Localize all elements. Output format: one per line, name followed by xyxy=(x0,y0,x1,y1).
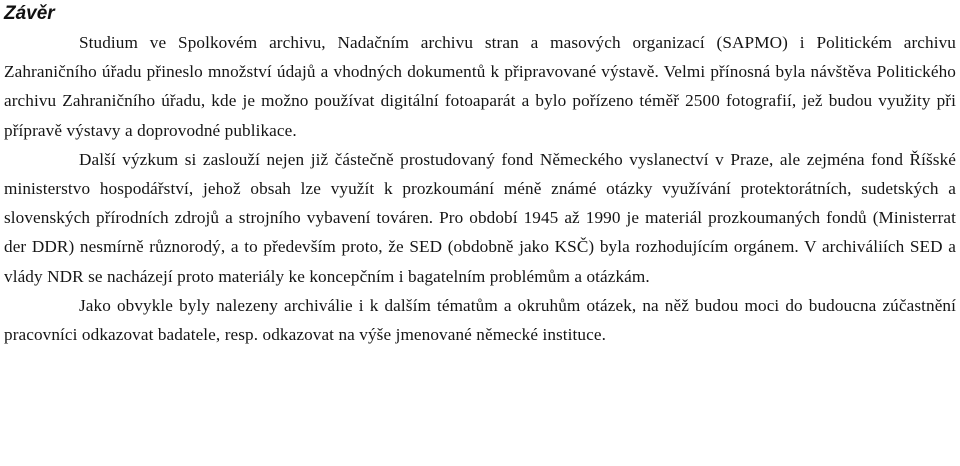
paragraph-2: Další výzkum si zaslouží nejen již částečně prostudovaný fond Německého vyslanectví v Praze, ale zejména fond Říšské ministerstvo hospodářství, jehož obsah lze využít k prozkoumání méně známé otázky využívání protektorátních, sudetských a slovenských přírodních zdrojů a strojního vybavení továren. Pro období 1945 až 1990 je materiál prozkoumaných fondů (Ministerrat der DDR) nesmírně různorodý, a to především proto, že SED (obdobně jako KSČ) byla rozhodujícím orgánem. V archiváliích SED a vlády NDR se nacházejí proto materiály ke koncepčním i bagatelním problémům a otázkám. xyxy=(4,149,956,286)
document-page xyxy=(4,0,956,349)
paragraph-3: Jako obvykle byly nalezeny archiválie i k dalším tématům a okruhům otázek, na něž budou moci do budoucna zúčastnění pracovníci odkazovat badatele, resp. odkazovat na výše jmenované německé instituce. xyxy=(4,295,956,345)
paragraph-1: Studium ve Spolkovém archivu, Nadačním archivu stran a masových organizací (SAPMO) i Politickém archivu Zahraničního úřadu přineslo množství údajů a vhodných dokumentů k připravované výstavě. Velmi přínosná byla návštěva Politického archivu Zahraničního úřadu, kde je možno používat digitální fotoaparát a bylo pořízeno téměř 2500 fotografií, jež budou využity při přípravě výstavy a doprovodné publikace. xyxy=(4,33,956,140)
section-heading: Závěr xyxy=(4,3,55,24)
